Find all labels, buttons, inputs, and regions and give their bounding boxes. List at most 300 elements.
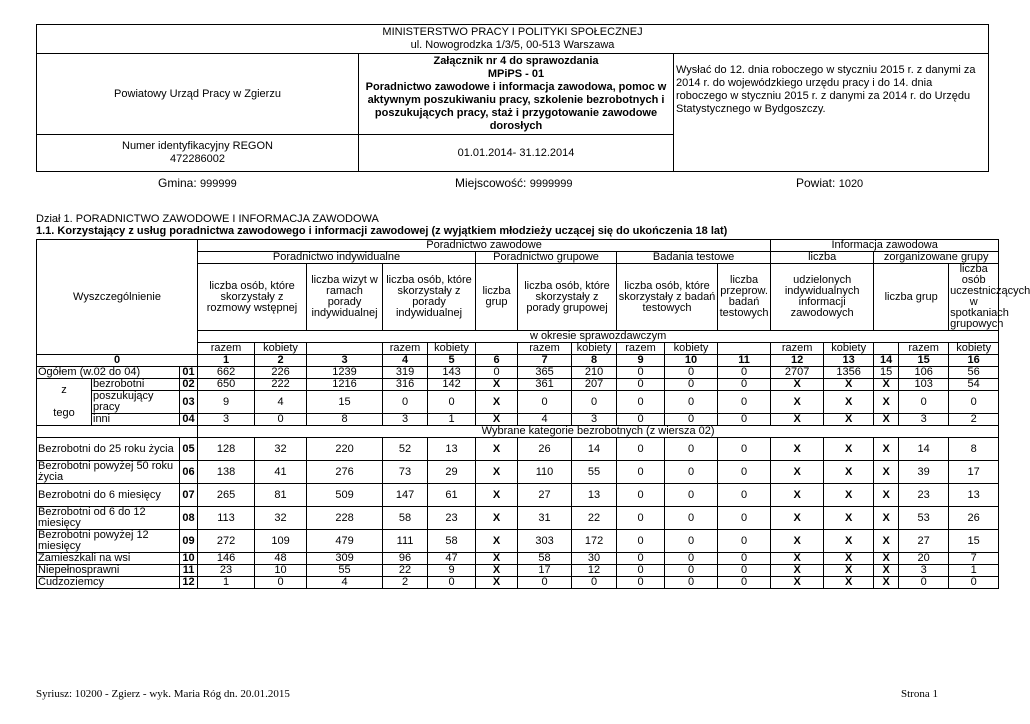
- cell-col-14: 15: [874, 367, 899, 379]
- miejscowosc-label: Miejscowość:: [455, 176, 527, 190]
- row-number: 05: [180, 438, 198, 461]
- cell-col-1: 138: [198, 461, 255, 484]
- cell-col-1: 23: [198, 565, 255, 577]
- cell-col-12: 2707: [771, 367, 824, 379]
- miejscowosc-field: [455, 176, 573, 190]
- subheader-kobiety: kobiety: [428, 343, 476, 355]
- row-number: 06: [180, 461, 198, 484]
- cell-col-6: X: [476, 565, 518, 577]
- office-name: Powiatowy Urząd Pracy w Zgierzu: [37, 54, 359, 135]
- cell-col-8: 55: [572, 461, 617, 484]
- row-label: Cudzoziemcy: [37, 577, 180, 589]
- cell-col-11: 0: [718, 414, 771, 426]
- subheader-razem: razem: [383, 343, 428, 355]
- cell-col-3: 228: [307, 507, 383, 530]
- cell-col-13: X: [824, 461, 874, 484]
- cell-col-6: X: [476, 391, 518, 414]
- cell-col-11: 0: [718, 565, 771, 577]
- row-label: inni: [92, 414, 180, 426]
- regon-value: 472286002: [169, 153, 226, 165]
- cell-col-5: 0: [428, 577, 476, 589]
- hdr-col11: liczba przeprow. badań testowych: [718, 264, 771, 331]
- cell-col-3: 276: [307, 461, 383, 484]
- cell-col-15: 0: [899, 577, 949, 589]
- row-number: 12: [180, 577, 198, 589]
- cell-col-1: 650: [198, 379, 255, 391]
- subheader-kobiety: kobiety: [255, 343, 307, 355]
- cell-col-10: 0: [665, 507, 718, 530]
- cell-col-5: 9: [428, 565, 476, 577]
- cell-col-7: 31: [518, 507, 572, 530]
- cell-col-16: 56: [949, 367, 999, 379]
- cell-col-16: 1: [949, 565, 999, 577]
- colnum-4: 4: [383, 355, 428, 367]
- send-note: Wysłać do 12. dnia roboczego w styczniu 2015 r. z danymi za 2014 r. do wojewódzkiego urzędu pracy i do 14. dnia roboczego w styczniu 2015 r. z danymi za 2014 r. do Urzędu Statystycznego w Bydgoszczy.: [674, 54, 989, 172]
- cell-col-8: 30: [572, 553, 617, 565]
- cell-col-11: 0: [718, 461, 771, 484]
- row-label: Bezrobotni powyżej 50 roku życia: [37, 461, 180, 484]
- cell-col-7: 303: [518, 530, 572, 553]
- row-label: poszukujący pracy: [92, 391, 180, 414]
- cell-col-7: 26: [518, 438, 572, 461]
- colnum-3: 3: [307, 355, 383, 367]
- cell-col-10: 0: [665, 379, 718, 391]
- column-number-row: [37, 355, 999, 367]
- gmina-field: [158, 176, 237, 190]
- hdr-col4: liczba osób, które skorzystały z porady indywidualnej: [383, 264, 476, 331]
- row-label: Bezrobotni do 25 roku życia: [37, 438, 180, 461]
- tego-label: tego: [53, 407, 75, 419]
- cell-col-2: 226: [255, 367, 307, 379]
- cell-col-6: X: [476, 438, 518, 461]
- row-number: 10: [180, 553, 198, 565]
- hdr-col12: udzielonych indywidualnych informacji zawodowych: [771, 264, 874, 331]
- row-label: Bezrobotni od 6 do 12 miesięcy: [37, 507, 180, 530]
- cell-col-13: X: [824, 553, 874, 565]
- cell-col-16: 15: [949, 530, 999, 553]
- cell-col-10: 0: [665, 438, 718, 461]
- cell-col-10: 0: [665, 367, 718, 379]
- cell-col-14: X: [874, 414, 899, 426]
- cell-col-3: 509: [307, 484, 383, 507]
- cell-col-16: 26: [949, 507, 999, 530]
- cell-col-7: 110: [518, 461, 572, 484]
- cell-col-8: 210: [572, 367, 617, 379]
- cell-col-16: 7: [949, 553, 999, 565]
- cell-col-15: 53: [899, 507, 949, 530]
- cell-col-8: 13: [572, 484, 617, 507]
- cell-col-4: 111: [383, 530, 428, 553]
- colnum-12: 12: [771, 355, 824, 367]
- hdr-col9: liczba osób, które skorzystały z badań testowych: [617, 264, 718, 331]
- cell-col-4: 58: [383, 507, 428, 530]
- cell-col-12: X: [771, 391, 824, 414]
- cell-col-8: 22: [572, 507, 617, 530]
- cell-col-6: X: [476, 379, 518, 391]
- cell-col-6: X: [476, 461, 518, 484]
- cell-col-15: 0: [899, 391, 949, 414]
- cell-col-7: 0: [518, 577, 572, 589]
- sub-grupowe: Poradnictwo grupowe: [476, 252, 617, 264]
- cell-col-2: 0: [255, 577, 307, 589]
- cell-col-5: 1: [428, 414, 476, 426]
- cell-col-14: X: [874, 391, 899, 414]
- cell-col-6: X: [476, 577, 518, 589]
- cell-col-1: 3: [198, 414, 255, 426]
- cell-col-6: 0: [476, 367, 518, 379]
- powiat-field: [796, 176, 863, 190]
- cell-col-3: 1216: [307, 379, 383, 391]
- cell-col-5: 47: [428, 553, 476, 565]
- cell-col-8: 14: [572, 438, 617, 461]
- cell-col-1: 662: [198, 367, 255, 379]
- cell-col-5: 0: [428, 391, 476, 414]
- cell-col-10: 0: [665, 414, 718, 426]
- cell-col-12: X: [771, 379, 824, 391]
- colnum-10: 10: [665, 355, 718, 367]
- table-row: [37, 414, 999, 426]
- cell-col-11: 0: [718, 367, 771, 379]
- sub-badania: Badania testowe: [617, 252, 771, 264]
- gmina-label: Gmina:: [158, 176, 197, 190]
- cell-col-9: 0: [617, 461, 665, 484]
- report-header: [36, 24, 989, 172]
- cell-col-13: X: [824, 391, 874, 414]
- row-number: 04: [180, 414, 198, 426]
- hdr-col14: liczba grup: [874, 264, 949, 331]
- cell-col-15: 103: [899, 379, 949, 391]
- cell-col-9: 0: [617, 391, 665, 414]
- colnum-9: 9: [617, 355, 665, 367]
- cell-col-2: 48: [255, 553, 307, 565]
- cell-col-7: 17: [518, 565, 572, 577]
- subheader-empty: [307, 343, 383, 355]
- table-row: [37, 553, 999, 565]
- cell-col-15: 23: [899, 484, 949, 507]
- report-period: 01.01.2014- 31.12.2014: [359, 135, 674, 172]
- cell-col-14: X: [874, 565, 899, 577]
- cell-col-4: 52: [383, 438, 428, 461]
- row-label: Bezrobotni do 6 miesięcy: [37, 484, 180, 507]
- footer-page: Strona 1: [901, 688, 938, 700]
- cell-col-6: X: [476, 414, 518, 426]
- subheader-kobiety: kobiety: [949, 343, 999, 355]
- cell-col-12: X: [771, 484, 824, 507]
- cell-col-2: 81: [255, 484, 307, 507]
- group-poradnictwo: Poradnictwo zawodowe: [198, 240, 771, 252]
- cell-col-15: 20: [899, 553, 949, 565]
- cell-col-5: 29: [428, 461, 476, 484]
- colnum-2: 2: [255, 355, 307, 367]
- subheader-razem: razem: [617, 343, 665, 355]
- cell-col-3: 309: [307, 553, 383, 565]
- section-heading: [36, 213, 727, 237]
- hdr-col3: liczba wizyt w ramach porady indywidualnej: [307, 264, 383, 331]
- row-number: 08: [180, 507, 198, 530]
- cell-col-15: 39: [899, 461, 949, 484]
- cell-col-16: 0: [949, 391, 999, 414]
- cell-col-3: 55: [307, 565, 383, 577]
- ministry-block: [37, 25, 989, 54]
- cell-col-14: X: [874, 461, 899, 484]
- cell-col-1: 113: [198, 507, 255, 530]
- cell-col-1: 265: [198, 484, 255, 507]
- subheader-razem: razem: [518, 343, 572, 355]
- cell-col-9: 0: [617, 379, 665, 391]
- cell-col-4: 3: [383, 414, 428, 426]
- powiat-value: 1020: [838, 178, 864, 190]
- cell-col-12: X: [771, 438, 824, 461]
- wybrane-label: Wybrane kategorie bezrobotnych (z wiersza 02): [198, 426, 999, 438]
- cell-col-13: 1356: [824, 367, 874, 379]
- cell-col-4: 316: [383, 379, 428, 391]
- cell-col-8: 0: [572, 577, 617, 589]
- colnum-16: 16: [949, 355, 999, 367]
- cell-col-12: X: [771, 414, 824, 426]
- cell-col-6: X: [476, 530, 518, 553]
- table-row: [37, 484, 999, 507]
- cell-col-1: 146: [198, 553, 255, 565]
- row-label: Ogółem (w.02 do 04): [37, 367, 180, 379]
- cell-col-3: 4: [307, 577, 383, 589]
- cell-col-10: 0: [665, 553, 718, 565]
- sub-liczba: liczba: [771, 252, 874, 264]
- cell-col-4: 319: [383, 367, 428, 379]
- cell-col-10: 0: [665, 461, 718, 484]
- row-label: bezrobotni: [92, 379, 180, 391]
- cell-col-12: X: [771, 553, 824, 565]
- cell-col-13: X: [824, 530, 874, 553]
- colnum-1: 1: [198, 355, 255, 367]
- cell-col-11: 0: [718, 391, 771, 414]
- cell-col-11: 0: [718, 507, 771, 530]
- hdr-col7: liczba osób, które skorzystały z porady grupowej: [518, 264, 617, 331]
- powiat-label: Powiat:: [796, 176, 836, 190]
- colnum-14: 14: [874, 355, 899, 367]
- cell-col-16: 54: [949, 379, 999, 391]
- subheader-kobiety: kobiety: [572, 343, 617, 355]
- cell-col-12: X: [771, 507, 824, 530]
- z-tego-label: [37, 379, 92, 426]
- cell-col-16: 13: [949, 484, 999, 507]
- regon-block: [37, 135, 359, 172]
- cell-col-5: 23: [428, 507, 476, 530]
- ministry-name: MINISTERSTWO PRACY I POLITYKI SPOŁECZNEJ: [382, 26, 643, 38]
- cell-col-3: 15: [307, 391, 383, 414]
- cell-col-15: 27: [899, 530, 949, 553]
- cell-col-16: 0: [949, 577, 999, 589]
- table-row: [37, 391, 999, 414]
- cell-col-5: 61: [428, 484, 476, 507]
- colnum-15: 15: [899, 355, 949, 367]
- cell-col-11: 0: [718, 438, 771, 461]
- cell-col-7: 0: [518, 391, 572, 414]
- cell-col-13: X: [824, 414, 874, 426]
- cell-col-13: X: [824, 484, 874, 507]
- cell-col-9: 0: [617, 577, 665, 589]
- cell-col-14: X: [874, 577, 899, 589]
- hdr-col1: liczba osób, które skorzystały z rozmowy wstępnej: [198, 264, 307, 331]
- colnum-5: 5: [428, 355, 476, 367]
- row-number: 09: [180, 530, 198, 553]
- cell-col-14: X: [874, 530, 899, 553]
- cell-col-5: 142: [428, 379, 476, 391]
- subheader-empty: [874, 343, 899, 355]
- cell-col-14: X: [874, 438, 899, 461]
- row-label: Niepełnosprawni: [37, 565, 180, 577]
- report-title: Poradnictwo zawodowe i informacja zawodowa, pomoc w aktywnym poszukiwaniu pracy, szkolenie bezrobotnych i poszukujących pracy, staż i przygotowanie zawodowe dorosłych: [365, 81, 667, 132]
- colnum-11: 11: [718, 355, 771, 367]
- cell-col-2: 0: [255, 414, 307, 426]
- cell-col-9: 0: [617, 438, 665, 461]
- cell-col-13: X: [824, 565, 874, 577]
- row-number: 07: [180, 484, 198, 507]
- cell-col-3: 220: [307, 438, 383, 461]
- cell-col-9: 0: [617, 507, 665, 530]
- row-number: 02: [180, 379, 198, 391]
- cell-col-2: 32: [255, 507, 307, 530]
- cell-col-12: X: [771, 565, 824, 577]
- cell-col-7: 365: [518, 367, 572, 379]
- table-row: [37, 507, 999, 530]
- table-row: [37, 565, 999, 577]
- cell-col-10: 0: [665, 577, 718, 589]
- group-informacja: Informacja zawodowa: [771, 240, 999, 252]
- cell-col-6: X: [476, 553, 518, 565]
- table-row: [37, 379, 999, 391]
- data-table: [36, 239, 1030, 589]
- subheader-kobiety: kobiety: [665, 343, 718, 355]
- cell-col-15: 3: [899, 565, 949, 577]
- cell-col-2: 109: [255, 530, 307, 553]
- row-label: Bezrobotni powyżej 12 miesięcy: [37, 530, 180, 553]
- cell-col-5: 58: [428, 530, 476, 553]
- cell-col-8: 12: [572, 565, 617, 577]
- cell-col-1: 1: [198, 577, 255, 589]
- cell-col-16: 17: [949, 461, 999, 484]
- row-label: Zamieszkali na wsi: [37, 553, 180, 565]
- table-row: [37, 367, 999, 379]
- cell-col-7: 4: [518, 414, 572, 426]
- hdr-col15: liczba osób uczestniczących w spotkaniach grupowych: [950, 263, 1030, 330]
- colnum-6: 6: [476, 355, 518, 367]
- cell-col-4: 2: [383, 577, 428, 589]
- cell-col-15: 106: [899, 367, 949, 379]
- row-number: 03: [180, 391, 198, 414]
- annex-block: [359, 54, 674, 135]
- cell-col-15: 3: [899, 414, 949, 426]
- cell-col-9: 0: [617, 484, 665, 507]
- cell-col-11: 0: [718, 553, 771, 565]
- cell-col-1: 9: [198, 391, 255, 414]
- cell-col-10: 0: [665, 530, 718, 553]
- cell-col-5: 143: [428, 367, 476, 379]
- cell-col-1: 272: [198, 530, 255, 553]
- cell-col-9: 0: [617, 414, 665, 426]
- cell-col-5: 13: [428, 438, 476, 461]
- table-row: [37, 530, 999, 553]
- cell-col-8: 172: [572, 530, 617, 553]
- cell-col-12: X: [771, 577, 824, 589]
- cell-col-7: 58: [518, 553, 572, 565]
- cell-col-10: 0: [665, 484, 718, 507]
- cell-col-6: X: [476, 507, 518, 530]
- colnum-13: 13: [824, 355, 874, 367]
- cell-col-13: X: [824, 507, 874, 530]
- cell-col-11: 0: [718, 530, 771, 553]
- cell-col-14: X: [874, 553, 899, 565]
- cell-col-11: 0: [718, 379, 771, 391]
- footer-left: Syriusz: 10200 - Zgierz - wyk. Maria Róg dn. 20.01.2015: [36, 688, 290, 700]
- section-subtitle: 1.1. Korzystający z usług poradnictwa zawodowego i informacji zawodowej (z wyjątkiem młodzieży uczącej się do ukończenia 18 lat): [36, 225, 728, 237]
- cell-col-16: 2: [949, 414, 999, 426]
- cell-col-8: 207: [572, 379, 617, 391]
- miejscowosc-value: 9999999: [529, 178, 573, 190]
- cell-col-3: 8: [307, 414, 383, 426]
- cell-col-12: X: [771, 461, 824, 484]
- ministry-address: ul. Nowogrodzka 1/3/5, 00-513 Warszawa: [410, 39, 615, 51]
- cell-col-7: 27: [518, 484, 572, 507]
- subheader-razem: razem: [771, 343, 824, 355]
- z-label: z: [61, 384, 67, 396]
- cell-col-6: X: [476, 484, 518, 507]
- sub-zorganizowane: zorganizowane grupy: [874, 252, 999, 264]
- cell-col-1: 128: [198, 438, 255, 461]
- cell-col-13: X: [824, 577, 874, 589]
- cell-col-13: X: [824, 379, 874, 391]
- table-body: [37, 367, 999, 589]
- cell-col-8: 0: [572, 391, 617, 414]
- period-row: w okresie sprawozdawczym: [198, 331, 999, 343]
- cell-col-10: 0: [665, 391, 718, 414]
- cell-col-9: 0: [617, 553, 665, 565]
- cell-col-2: 10: [255, 565, 307, 577]
- subheader-razem: razem: [899, 343, 949, 355]
- cell-col-4: 22: [383, 565, 428, 577]
- gmina-value: 999999: [200, 178, 237, 190]
- sub-indywidualne: Poradnictwo indywidualne: [198, 252, 476, 264]
- colnum-8: 8: [572, 355, 617, 367]
- cell-col-9: 0: [617, 565, 665, 577]
- table-row: [37, 461, 999, 484]
- cell-col-16: 8: [949, 438, 999, 461]
- cell-col-11: 0: [718, 484, 771, 507]
- row-number: 01: [180, 367, 198, 379]
- cell-col-8: 3: [572, 414, 617, 426]
- cell-col-13: X: [824, 438, 874, 461]
- regon-label: Numer identyfikacyjny REGON: [122, 140, 273, 152]
- cell-col-2: 41: [255, 461, 307, 484]
- row-number: 11: [180, 565, 198, 577]
- subheader-empty: [718, 343, 771, 355]
- wybrane-header-row: [37, 426, 999, 438]
- cell-col-2: 222: [255, 379, 307, 391]
- cell-col-2: 32: [255, 438, 307, 461]
- colnum-0: 0: [37, 355, 198, 367]
- cell-col-4: 73: [383, 461, 428, 484]
- cell-col-11: 0: [718, 577, 771, 589]
- report-code: MPiPS - 01: [487, 68, 545, 80]
- cell-col-3: 479: [307, 530, 383, 553]
- cell-col-14: X: [874, 507, 899, 530]
- cell-col-7: 361: [518, 379, 572, 391]
- cell-col-9: 0: [617, 367, 665, 379]
- table-row: [37, 577, 999, 589]
- cell-col-3: 1239: [307, 367, 383, 379]
- subheader-empty: [476, 343, 518, 355]
- colnum-7: 7: [518, 355, 572, 367]
- cell-col-10: 0: [665, 565, 718, 577]
